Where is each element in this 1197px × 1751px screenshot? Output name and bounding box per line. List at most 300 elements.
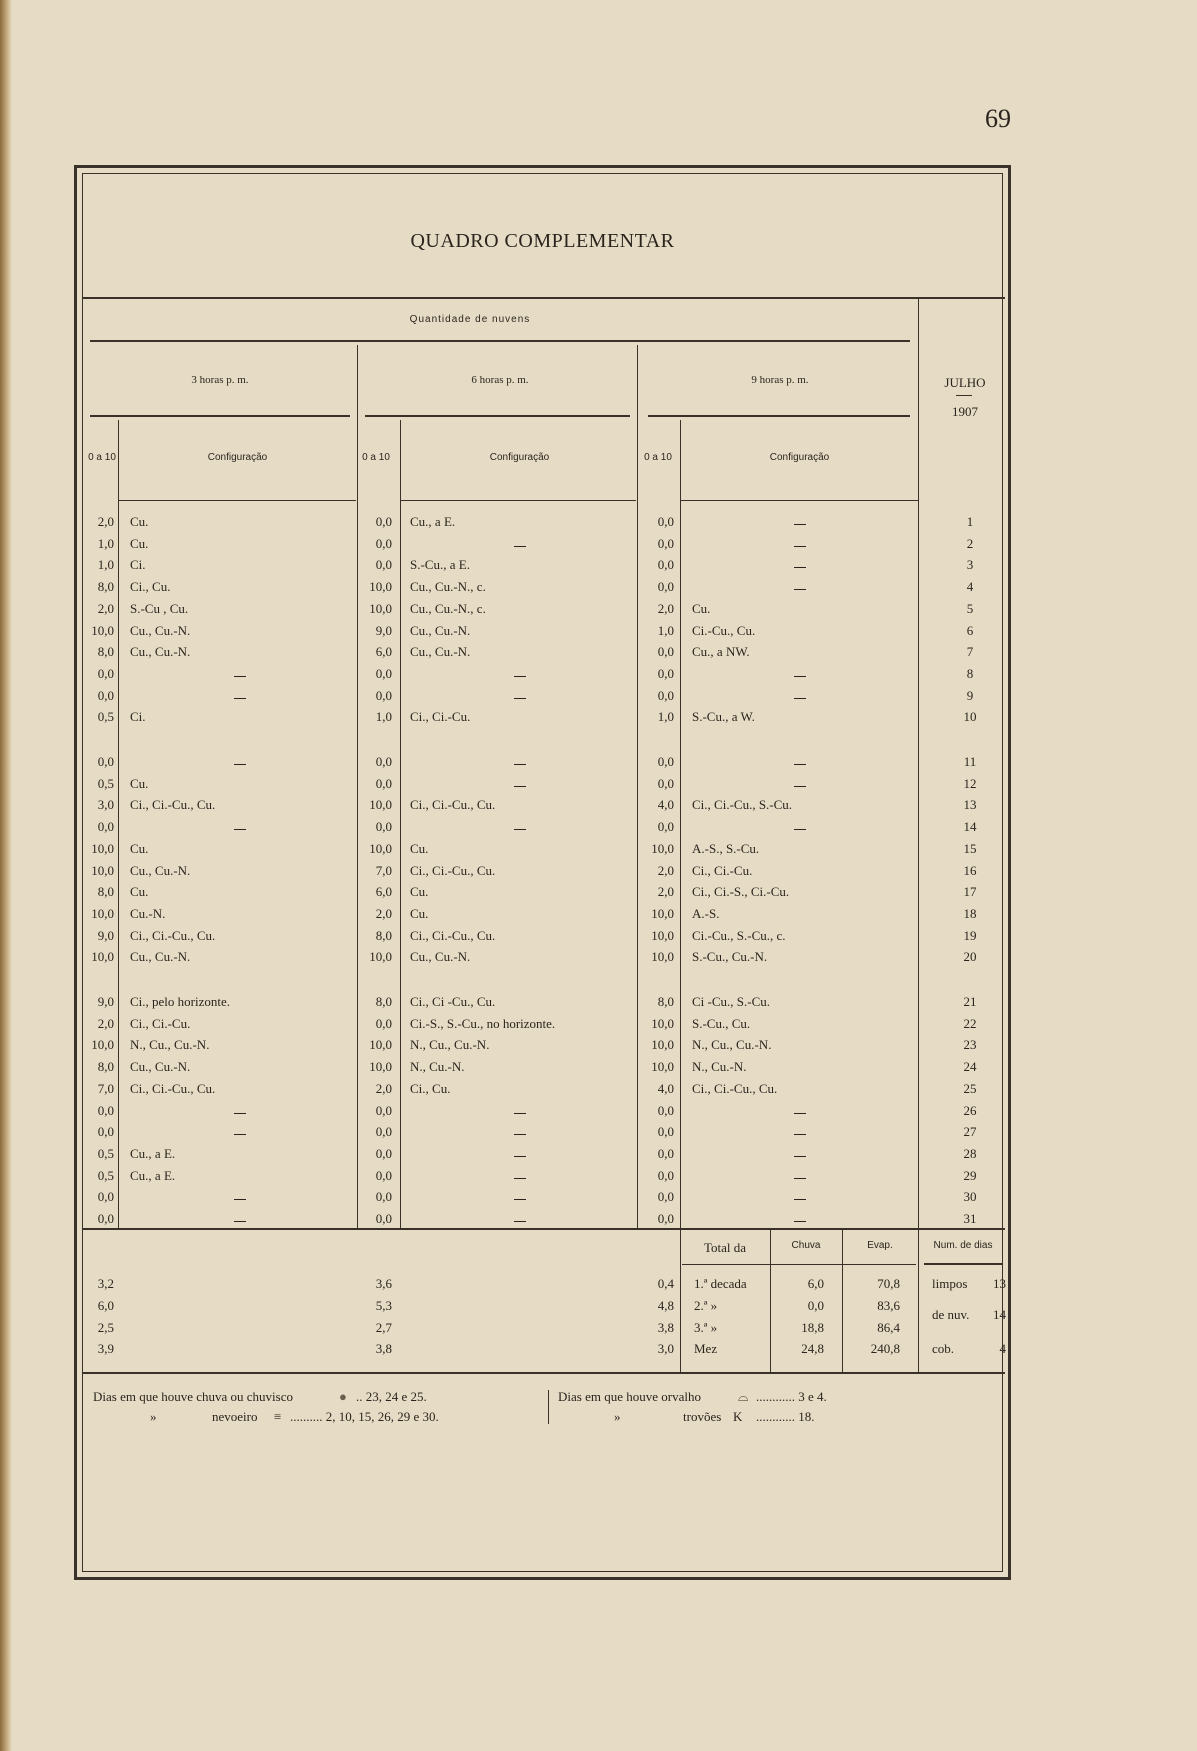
avg-6pm: 5,3: [375, 1298, 392, 1313]
config-3pm: Cu., Cu.-N.: [130, 622, 191, 638]
evap-label: Evap.: [867, 1240, 893, 1251]
config-3pm: S.-Cu , Cu.: [130, 600, 189, 616]
config-6pm: Cu.: [410, 840, 429, 856]
vline-amount-3: [680, 420, 681, 1228]
chuva-value: 0,0: [807, 1298, 824, 1313]
avg-6pm: 2,7: [375, 1320, 392, 1335]
config-9pm: S.-Cu., a W.: [692, 709, 755, 725]
subheader-rule-2: [400, 500, 636, 501]
config-3pm: Cu.: [130, 840, 149, 856]
amount-3pm: 10,0: [91, 905, 114, 921]
config-6pm-dash: [514, 1178, 526, 1179]
amount-3pm: 0,0: [97, 1124, 114, 1140]
summary-bottom-rule: [83, 1372, 1005, 1374]
config-3pm: Ci., Ci.-Cu., Cu.: [130, 927, 216, 943]
col-amount-6pm: 0 a 10: [362, 452, 390, 463]
vline-group-end: [918, 297, 919, 1228]
day-number: 23: [963, 1037, 977, 1053]
book-spine: [0, 0, 12, 1751]
day-number: 8: [966, 665, 974, 681]
amount-6pm: 10,0: [369, 1037, 392, 1053]
footer-divider: [548, 1390, 549, 1424]
amount-6pm: 0,0: [375, 557, 392, 573]
config-6pm: Cu., Cu.-N.: [410, 644, 471, 660]
amount-6pm: 0,0: [375, 1145, 392, 1161]
config-9pm-dash: [794, 1221, 806, 1222]
amount-6pm: 2,0: [375, 1080, 392, 1096]
config-9pm: A.-S., S.-Cu.: [692, 840, 760, 856]
amount-9pm: 0,0: [657, 665, 674, 681]
config-3pm-dash: [234, 1199, 246, 1200]
config-6pm-dash: [514, 1113, 526, 1114]
config-6pm-dash: [514, 1134, 526, 1135]
thunder-icon: K: [733, 1409, 743, 1424]
config-9pm-dash: [794, 567, 806, 568]
config-9pm-dash: [794, 589, 806, 590]
config-3pm: Cu.: [130, 535, 149, 551]
amount-6pm: 10,0: [369, 579, 392, 595]
config-3pm: Ci.: [130, 557, 146, 573]
config-3pm: Cu., a E.: [130, 1167, 176, 1183]
day-number: 24: [963, 1059, 977, 1075]
vline-sum-evap: [842, 1228, 843, 1372]
vline-amount-1: [118, 420, 119, 1228]
config-9pm: Ci.-Cu., S.-Cu., c.: [692, 927, 786, 943]
config-9pm: Cu.: [692, 600, 711, 616]
amount-3pm: 1,0: [97, 557, 114, 573]
amount-6pm: 0,0: [375, 775, 392, 791]
amount-6pm: 8,0: [375, 994, 392, 1009]
config-9pm: Cu., a NW.: [692, 644, 750, 660]
config-3pm: Ci., Ci.-Cu.: [130, 1015, 191, 1031]
day-number: 21: [963, 994, 977, 1009]
config-3pm-dash: [234, 1221, 246, 1222]
config-6pm: Cu.: [410, 905, 429, 921]
config-9pm-dash: [794, 1178, 806, 1179]
avg-9pm: 3,8: [657, 1320, 674, 1335]
config-3pm: Ci., Ci.-Cu., Cu.: [130, 797, 216, 813]
period-header-3pm: 3 horas p. m.: [191, 374, 249, 386]
period-label: 3.ª »: [694, 1320, 718, 1335]
amount-9pm: 10,0: [651, 927, 674, 943]
amount-9pm: 0,0: [657, 1167, 674, 1183]
amount-3pm: 9,0: [97, 927, 114, 943]
config-6pm-dash: [514, 764, 526, 765]
config-9pm-dash: [794, 1199, 806, 1200]
amount-9pm: 0,0: [657, 579, 674, 595]
amount-6pm: 6,0: [375, 644, 392, 660]
num-dias-label: Num. de dias: [933, 1240, 993, 1251]
amount-3pm: 8,0: [97, 644, 114, 660]
subheader-rule-3: [680, 500, 918, 501]
amount-3pm: 0,0: [97, 1211, 114, 1226]
amount-6pm: 10,0: [369, 840, 392, 856]
footer-rain-label: Dias em que houve chuva ou chuvisco: [93, 1389, 294, 1404]
avg-6pm: 3,6: [375, 1276, 392, 1291]
config-9pm-dash: [794, 829, 806, 830]
config-3pm-dash: [234, 764, 246, 765]
amount-6pm: 0,0: [375, 819, 392, 835]
day-number: 5: [966, 600, 974, 616]
clouds-group-header: Quantidade de nuvens: [409, 314, 531, 325]
config-9pm: A.-S.: [692, 905, 720, 921]
day-number: 16: [963, 862, 977, 878]
config-3pm: Cu.: [130, 514, 149, 529]
amount-9pm: 0,0: [657, 1124, 674, 1140]
avg-9pm: 4,8: [657, 1298, 674, 1313]
day-number: 7: [966, 644, 974, 660]
amount-3pm: 0,0: [97, 687, 114, 703]
days-overcast-label: cob.: [932, 1341, 955, 1356]
footer-fog-label: nevoeiro: [212, 1409, 258, 1424]
table-frame: [74, 165, 1011, 1580]
period-header-9pm: 9 horas p. m.: [751, 374, 809, 386]
config-6pm: Cu., Cu.-N., c.: [410, 600, 486, 616]
amount-9pm: 2,0: [657, 862, 674, 878]
period-brace-2: [365, 415, 630, 417]
config-6pm-dash: [514, 829, 526, 830]
amount-9pm: 10,0: [651, 949, 674, 965]
amount-3pm: 7,0: [97, 1080, 114, 1096]
amount-9pm: 2,0: [657, 600, 674, 616]
amount-6pm: 9,0: [375, 622, 392, 638]
config-6pm: N., Cu., Cu.-N.: [410, 1037, 490, 1053]
avg-3pm: 3,9: [97, 1341, 114, 1356]
amount-3pm: 8,0: [97, 884, 114, 900]
amount-9pm: 10,0: [651, 840, 674, 856]
avg-3pm: 3,2: [97, 1276, 114, 1291]
amount-6pm: 0,0: [375, 514, 392, 529]
amount-3pm: 9,0: [97, 994, 114, 1009]
clouds-brace: [90, 340, 910, 342]
config-3pm-dash: [234, 1113, 246, 1114]
amount-3pm: 0,5: [97, 1145, 114, 1161]
day-number: 12: [963, 775, 977, 791]
year-label: 1907: [952, 404, 978, 419]
amount-9pm: 0,0: [657, 1189, 674, 1205]
config-6pm-dash: [514, 786, 526, 787]
config-6pm: Cu., Cu.-N.: [410, 949, 471, 965]
config-3pm: Ci., pelo horizonte.: [130, 994, 231, 1009]
config-9pm: Ci., Ci.-S., Ci.-Cu.: [692, 884, 790, 900]
amount-6pm: 0,0: [375, 1167, 392, 1183]
amount-9pm: 0,0: [657, 1145, 674, 1161]
config-3pm: Cu., Cu.-N.: [130, 1059, 191, 1075]
day-number: 11: [963, 754, 977, 769]
config-6pm: Ci., Ci.-Cu., Cu.: [410, 862, 496, 878]
chuva-value: 6,0: [807, 1276, 824, 1291]
dew-icon: ⌓: [738, 1389, 749, 1404]
month-label: JULHO: [944, 375, 986, 390]
amount-6pm: 0,0: [375, 754, 392, 769]
total-label: Total da: [703, 1240, 747, 1255]
evap-value: 70,8: [877, 1276, 900, 1291]
chuva-value: 18,8: [801, 1320, 824, 1335]
config-3pm: Cu., a E.: [130, 1145, 176, 1161]
footer-fog-value: .......... 2, 10, 15, 26, 29 e 30.: [290, 1409, 439, 1424]
amount-3pm: 0,5: [97, 709, 114, 725]
day-number: 22: [963, 1015, 977, 1031]
day-number: 18: [963, 905, 977, 921]
subheader-rule-1: [118, 500, 356, 501]
amount-3pm: 0,0: [97, 1102, 114, 1118]
config-6pm-dash: [514, 1156, 526, 1157]
vline-sum-chuva: [770, 1228, 771, 1372]
period-brace-1: [90, 415, 350, 417]
period-brace-3: [648, 415, 910, 417]
amount-3pm: 10,0: [91, 862, 114, 878]
day-number: 10: [963, 709, 977, 725]
amount-3pm: 0,0: [97, 754, 114, 769]
amount-6pm: 2,0: [375, 905, 392, 921]
config-3pm: Cu.: [130, 884, 149, 900]
amount-3pm: 8,0: [97, 579, 114, 595]
amount-9pm: 0,0: [657, 775, 674, 791]
footer-thunder-prefix: »: [614, 1409, 621, 1424]
table-inner-frame: [82, 173, 1006, 1572]
amount-3pm: 8,0: [97, 1059, 114, 1075]
amount-9pm: 0,0: [657, 1102, 674, 1118]
amount-9pm: 1,0: [657, 709, 674, 725]
period-label: Mez: [694, 1341, 718, 1356]
day-number: 28: [963, 1145, 977, 1161]
day-number: 27: [963, 1124, 977, 1140]
config-9pm: N., Cu.-N.: [692, 1059, 747, 1075]
config-9pm-dash: [794, 1156, 806, 1157]
chuva-label: Chuva: [791, 1240, 821, 1251]
amount-6pm: 1,0: [375, 709, 392, 725]
config-3pm: Ci., Cu.: [130, 579, 171, 595]
avg-9pm: 0,4: [657, 1276, 674, 1291]
config-9pm-dash: [794, 524, 806, 525]
config-9pm: S.-Cu., Cu.: [692, 1015, 751, 1031]
amount-6pm: 10,0: [369, 797, 392, 813]
amount-9pm: 2,0: [657, 884, 674, 900]
header-top-rule: [83, 297, 1005, 299]
num-dias-brace: [924, 1263, 1002, 1265]
day-number: 3: [966, 557, 974, 573]
amount-9pm: 10,0: [651, 1059, 674, 1075]
amount-9pm: 1,0: [657, 622, 674, 638]
config-6pm: Ci.-S., S.-Cu., no horizonte.: [410, 1015, 556, 1031]
config-9pm: S.-Cu., Cu.-N.: [692, 949, 768, 965]
amount-3pm: 0,5: [97, 1167, 114, 1183]
config-9pm: Ci., Ci.-Cu., Cu.: [692, 1080, 778, 1096]
config-9pm-dash: [794, 1134, 806, 1135]
config-6pm: Ci., Ci -Cu., Cu.: [410, 994, 496, 1009]
amount-6pm: 10,0: [369, 1059, 392, 1075]
days-overcast-value: 4: [999, 1341, 1006, 1356]
amount-6pm: 0,0: [375, 535, 392, 551]
day-number: 13: [963, 797, 977, 813]
amount-6pm: 0,0: [375, 1189, 392, 1205]
config-3pm-dash: [234, 676, 246, 677]
evap-value: 86,4: [877, 1320, 900, 1335]
config-3pm: Cu., Cu.-N.: [130, 644, 191, 660]
year-divider: [956, 395, 972, 396]
footer-fog-prefix: »: [150, 1409, 157, 1424]
config-3pm-dash: [234, 698, 246, 699]
config-6pm: N., Cu.-N.: [410, 1059, 465, 1075]
col-amount-9pm: 0 a 10: [644, 452, 672, 463]
config-3pm-dash: [234, 829, 246, 830]
day-number: 26: [963, 1102, 977, 1118]
amount-9pm: 8,0: [657, 994, 674, 1009]
amount-9pm: 0,0: [657, 754, 674, 769]
config-6pm: Cu., a E.: [410, 514, 456, 529]
amount-9pm: 0,0: [657, 644, 674, 660]
fog-icon: ≡: [274, 1409, 282, 1424]
amount-9pm: 0,0: [657, 1211, 674, 1226]
amount-9pm: 0,0: [657, 819, 674, 835]
config-6pm: Cu., Cu.-N.: [410, 622, 471, 638]
col-amount-3pm: 0 a 10: [88, 452, 116, 463]
day-number: 25: [963, 1080, 977, 1096]
days-cloudy-label: de nuv.: [932, 1307, 970, 1322]
amount-6pm: 0,0: [375, 1124, 392, 1140]
config-9pm: Ci., Ci.-Cu.: [692, 862, 753, 878]
amount-3pm: 0,0: [97, 1189, 114, 1205]
amount-6pm: 6,0: [375, 884, 392, 900]
day-number: 14: [963, 819, 977, 835]
amount-3pm: 2,0: [97, 514, 114, 529]
period-header-6pm: 6 horas p. m.: [471, 374, 529, 386]
config-6pm: Ci., Ci.-Cu.: [410, 709, 471, 725]
table-title: QUADRO COMPLEMENTAR: [410, 230, 675, 252]
amount-6pm: 7,0: [375, 862, 392, 878]
config-6pm: Cu.: [410, 884, 429, 900]
amount-6pm: 0,0: [375, 687, 392, 703]
amount-9pm: 4,0: [657, 1080, 674, 1096]
amount-9pm: 10,0: [651, 1015, 674, 1031]
amount-9pm: 0,0: [657, 557, 674, 573]
avg-9pm: 3,0: [657, 1341, 674, 1356]
period-label: 2.ª »: [694, 1298, 718, 1313]
day-number: 2: [966, 535, 974, 551]
config-6pm-dash: [514, 1199, 526, 1200]
amount-3pm: 1,0: [97, 535, 114, 551]
config-9pm: Ci., Ci.-Cu., S.-Cu.: [692, 797, 793, 813]
footer-dew-label: Dias em que houve orvalho: [558, 1389, 701, 1404]
config-3pm: Ci., Ci.-Cu., Cu.: [130, 1080, 216, 1096]
day-number: 6: [966, 622, 974, 638]
footer-dew-value: ............ 3 e 4.: [756, 1389, 827, 1404]
config-6pm-dash: [514, 698, 526, 699]
footer-rain-value: .. 23, 24 e 25.: [356, 1389, 427, 1404]
config-3pm: N., Cu., Cu.-N.: [130, 1037, 210, 1053]
config-9pm-dash: [794, 786, 806, 787]
days-cloudy-value: 14: [993, 1307, 1006, 1322]
config-3pm: Cu.-N.: [130, 905, 166, 921]
rain-icon: ●: [339, 1389, 347, 1404]
amount-9pm: 4,0: [657, 797, 674, 813]
amount-9pm: 0,0: [657, 514, 674, 529]
amount-9pm: 10,0: [651, 1037, 674, 1053]
amount-6pm: 8,0: [375, 927, 392, 943]
config-6pm: Ci., Ci.-Cu., Cu.: [410, 797, 496, 813]
config-3pm: Cu., Cu.-N.: [130, 862, 191, 878]
amount-3pm: 10,0: [91, 622, 114, 638]
footer-thunder-label: trovões: [683, 1409, 722, 1424]
config-9pm-dash: [794, 546, 806, 547]
vline-period-1: [357, 345, 358, 1228]
avg-6pm: 3,8: [375, 1341, 392, 1356]
config-6pm: Ci., Cu.: [410, 1080, 451, 1096]
vline-sum-total: [680, 1228, 681, 1372]
day-number: 1: [966, 514, 974, 529]
day-number: 29: [963, 1167, 977, 1183]
summary-top-rule: [83, 1228, 1005, 1230]
footer-thunder-value: ............ 18.: [756, 1409, 815, 1424]
day-number: 30: [963, 1189, 977, 1205]
amount-3pm: 10,0: [91, 1037, 114, 1053]
day-number: 19: [963, 927, 977, 943]
amount-3pm: 2,0: [97, 1015, 114, 1031]
vline-period-2: [637, 345, 638, 1228]
config-9pm: Ci.-Cu., Cu.: [692, 622, 756, 638]
day-number: 31: [963, 1211, 977, 1226]
amount-6pm: 0,0: [375, 1211, 392, 1226]
config-6pm: S.-Cu., a E.: [410, 557, 470, 573]
vline-amount-2: [400, 420, 401, 1228]
amount-6pm: 0,0: [375, 1015, 392, 1031]
summary-sub-rule: [682, 1264, 916, 1265]
amount-9pm: 10,0: [651, 905, 674, 921]
config-9pm: Ci -Cu., S.-Cu.: [692, 994, 771, 1009]
day-number: 15: [963, 840, 977, 856]
amount-6pm: 0,0: [375, 1102, 392, 1118]
amount-3pm: 2,0: [97, 600, 114, 616]
day-number: 4: [966, 579, 974, 595]
col-config-9pm: Configuração: [769, 452, 830, 463]
config-6pm: Cu., Cu.-N., c.: [410, 579, 486, 595]
amount-9pm: 0,0: [657, 535, 674, 551]
days-clear-value: 13: [993, 1276, 1006, 1291]
config-9pm-dash: [794, 676, 806, 677]
config-6pm-dash: [514, 1221, 526, 1222]
day-number: 17: [963, 884, 977, 900]
amount-6pm: 10,0: [369, 949, 392, 965]
config-9pm: N., Cu., Cu.-N.: [692, 1037, 772, 1053]
config-3pm-dash: [234, 1134, 246, 1135]
col-config-6pm: Configuração: [489, 452, 550, 463]
amount-6pm: 0,0: [375, 665, 392, 681]
config-3pm: Ci.: [130, 709, 146, 725]
config-6pm-dash: [514, 676, 526, 677]
chuva-value: 24,8: [801, 1341, 824, 1356]
config-9pm-dash: [794, 1113, 806, 1114]
page-number: 69: [985, 104, 1011, 133]
amount-3pm: 0,0: [97, 665, 114, 681]
config-6pm: Ci., Ci.-Cu., Cu.: [410, 927, 496, 943]
vline-sum-days: [918, 1228, 919, 1372]
amount-3pm: 10,0: [91, 949, 114, 965]
config-9pm-dash: [794, 764, 806, 765]
days-clear-label: limpos: [932, 1276, 968, 1291]
amount-6pm: 10,0: [369, 600, 392, 616]
config-3pm: Cu., Cu.-N.: [130, 949, 191, 965]
amount-3pm: 0,5: [97, 775, 114, 791]
evap-value: 240,8: [870, 1341, 900, 1356]
day-number: 20: [963, 949, 977, 965]
evap-value: 83,6: [877, 1298, 900, 1313]
col-config-3pm: Configuração: [207, 452, 268, 463]
config-6pm-dash: [514, 546, 526, 547]
amount-9pm: 0,0: [657, 687, 674, 703]
day-number: 9: [966, 687, 974, 703]
avg-3pm: 2,5: [97, 1320, 114, 1335]
amount-3pm: 10,0: [91, 840, 114, 856]
